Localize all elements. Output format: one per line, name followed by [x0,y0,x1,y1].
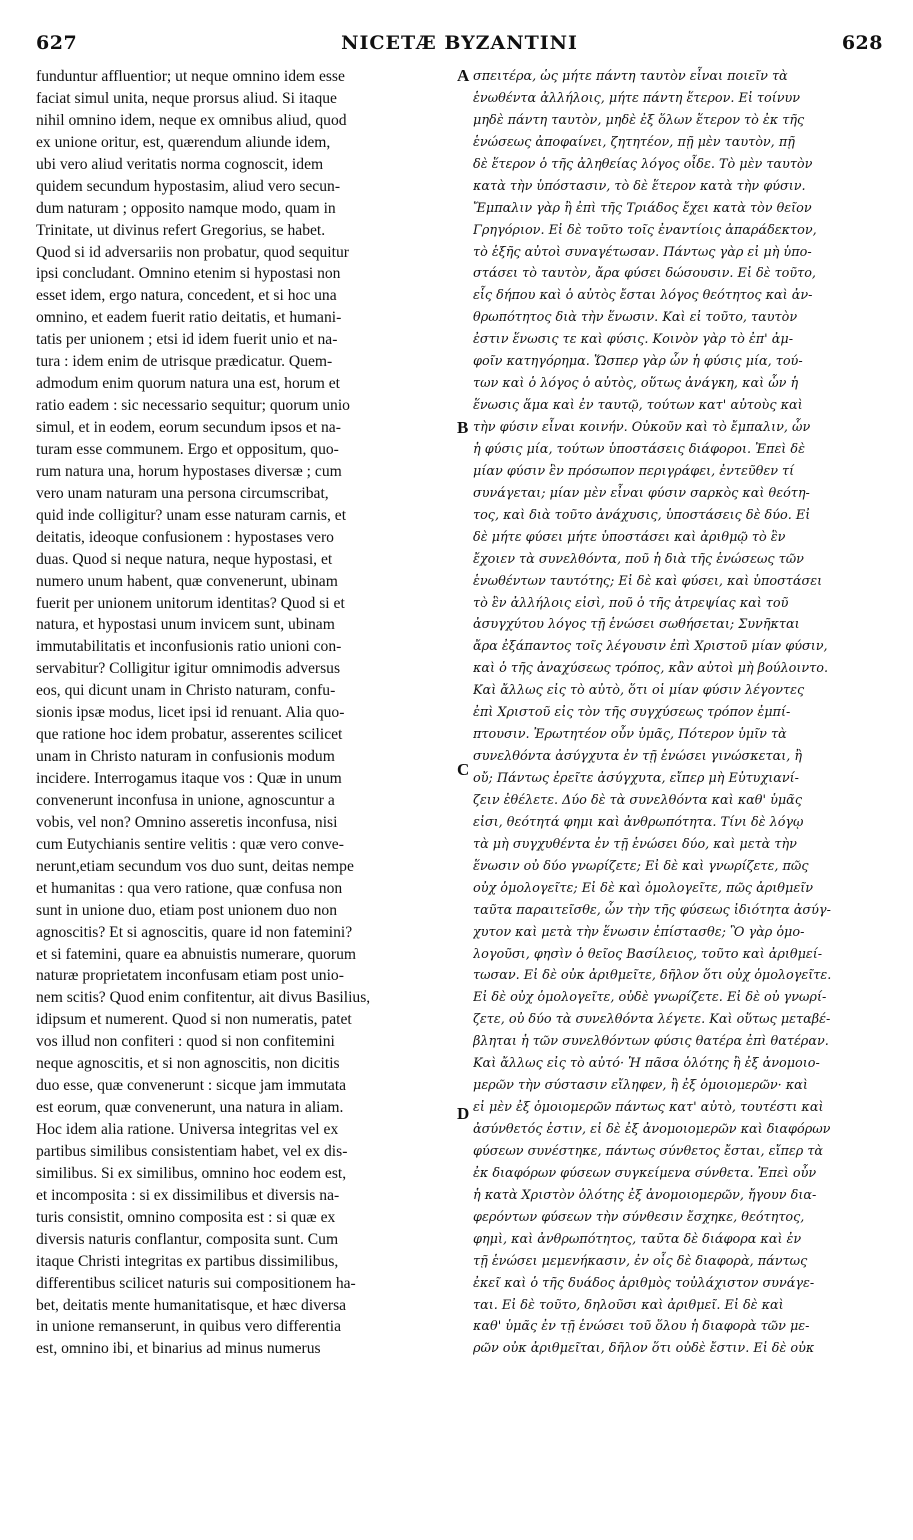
greek-text-line: ἡ φύσις μία, τούτων ὑποστάσεις διάφοροι. Ἐπεὶ δὲ [473,441,805,457]
latin-text-line: ubi vero aliud veritatis norma cognoscit, idem [36,155,324,173]
greek-text-line: βληται ἡ τῶν συνελθόντων φύσις θατέρα ἐπὶ θατέραν. [473,1034,829,1050]
latin-text-line: ex unione oritur, est, quærendum aliunde idem, [36,133,331,151]
greek-text-line: δὲ μήτε φύσει μήτε ὑποστάσει καὶ ἀριθμῷ τὸ ἓν [473,529,786,545]
latin-text-line: vero unam naturam una persona circumscribat, [36,484,329,502]
greek-text-line: φύσεων συνέστηκε, πάντως σύνθετος ἔσται, εἴπερ τὰ [473,1143,824,1159]
greek-text-line: κατὰ τὴν ὑπόστασιν, τὸ δὲ ἕτερον κατὰ τὴν φύσιν. [473,178,806,194]
greek-text-line: Εἰ δὲ οὐχ ὁμολογεῖτε, οὐδὲ γνωρίζετε. Εἰ δὲ οὐ γνωρί- [473,990,827,1006]
latin-text-line: ipsi concludant. Omnino etenim si hypostasi non [36,265,341,283]
latin-text-line: esset idem, ergo natura, concedent, et si hoc una [36,287,337,305]
greek-text-line: Καὶ ἄλλως εἰς τὸ αὐτό· Ἡ πᾶσα ὁλότης ἢ ἐξ ἀνομοιο- [473,1056,820,1072]
latin-text-line: et humanitas : qua vero ratione, quæ confusa non [36,879,343,897]
greek-text-line: χυτον καὶ μετὰ τὴν ἕνωσιν ἐπίστασθε; Ὃ γὰρ ὁμο- [473,924,805,940]
latin-text-line: sunt in unione duo, etiam post unionem duo non [36,901,338,919]
latin-text-line: sionis ipsæ modus, licet ipsi id renuant. Alia quo- [36,704,345,722]
greek-text-line: ζειν ἐθέλετε. Δύο δὲ τὰ συνελθόντα καὶ καθ' ὑμᾶς [473,792,802,808]
greek-text-line: μερῶν τὴν σύστασιν εἴληφεν, ἢ ἐξ ὁμοιομερῶν· καὶ [473,1078,808,1094]
page-header [36,32,883,58]
latin-text-line: neque agnoscitis, et si non agnoscitis, non dicitis [36,1055,340,1073]
latin-text-line: diversis naturis conflantur, composita sunt. Cum [36,1230,339,1248]
latin-text-line: partibus similibus consistentiam habet, vel ex dis- [36,1142,348,1160]
latin-text-line: funduntur affluentior; ut neque omnino idem esse [36,68,345,85]
greek-text-line: ἑνώσεως ἀποφαίνει, ζητητέον, πῇ μὲν ταυτὸν, πῇ [473,134,795,150]
latin-text-line: et incomposita : si ex dissimilibus et diversis na- [36,1186,340,1204]
greek-text-line: στάσει τὸ ταυτὸν, ἄρα φύσει δώσουσιν. Εἰ δὲ τοῦτο, [473,266,817,282]
greek-text-line: τὴν φύσιν εἶναι κοινήν. Οὐκοῦν καὶ τὸ ἔμπαλιν, ὧν [473,420,811,435]
greek-text-line: καὶ ὁ τῆς ἀναχύσεως τρόπος, κἂν αὐτοὶ μὴ βούλοιντο. [473,661,829,677]
greek-text-line: Γρηγόριον. Εἰ δὲ τοῦτο τοῖς ἐναντίοις ἀπαράδεκτον, [473,222,817,238]
greek-text-line: φοῖν κατηγόρημα. Ὥσπερ γὰρ ὧν ἡ φύσις μία, τού- [473,354,803,370]
greek-text-line: πτουσιν. Ἐρωτητέον οὖν ὑμᾶς, Πότερον ὑμῖν τὰ [473,727,787,743]
latin-text-line: tatis per unionem ; etsi id idem fuerit unio et na- [36,331,338,349]
latin-text-line: rum natura una, horum hypostases diversæ ; cum [36,462,342,480]
latin-text-line: nihil omnino idem, neque ex omnibus aliud, quod [36,111,347,129]
latin-text-line: in unione remanserunt, in quibus vero differentia [36,1318,342,1336]
greek-text-line: φημὶ, καὶ ἀνθρωπότητος, ταῦτα δὲ διάφορα καὶ ἐν [473,1231,802,1247]
greek-text-line: ζετε, οὐ δύο τὰ συνελθόντα λέγετε. Καὶ οὕτως μεταβέ- [473,1012,831,1028]
greek-text-line: μηδὲ πάντη ταυτὸν, μηδὲ ἐξ ὅλων ἕτερον τὸ ἐκ τῆς [473,112,805,128]
section-marker-a: A [457,66,470,85]
greek-text-line: τὰ μὴ συγχυθέντα ἐν τῇ ἑνώσει δύο, καὶ μετὰ τὴν [473,836,797,852]
greek-text-line: συνάγεται; μίαν μὲν εἶναι φύσιν σαρκὸς καὶ θεότη- [473,485,810,501]
latin-text-line: Trinitate, ut divinus refert Gregorius, se habet. [36,221,326,239]
latin-text-line: duas. Quod si neque natura, neque hypostasi, et [36,550,333,568]
greek-text-line: οὐχ ὁμολογεῖτε; Εἰ δὲ καὶ ὁμολογεῖτε, πῶς ἀριθμεῖν [473,880,813,896]
section-marker-d: D [457,1104,470,1123]
greek-text-line: ἄρα ἐξάπαντος τοῖς λέγουσιν ἐπὶ Χριστοῦ μίαν φύσιν, [473,639,828,655]
latin-text-line: deitatis, ideoque confusionem : hypostases vero [36,528,334,546]
right-page-number: 628 [841,32,883,54]
greek-text-line: σπειτέρα, ὡς μήτε πάντη ταυτὸν εἶναι ποιεῖν τὰ [473,69,788,84]
greek-text-line: τὸ ἓν ἀλλήλοις εἰσὶ, ποῦ ὁ τῆς ἀτρεψίας καὶ τοῦ [473,595,789,611]
latin-text-line: dum naturam ; opposito namque modo, quam in [36,199,336,217]
greek-text-line: ρῶν οὐκ ἀριθμεῖται, δῆλον ὅτι οὐδὲ ἔστιν. Εἰ δὲ οὐκ [473,1341,815,1357]
latin-text-line: natura, et hypostasi unum invicem sunt, ubinam [36,616,335,634]
latin-text-line: vobis, vel non? Omnino asseretis inconfusa, nisi [36,813,338,831]
greek-text-line: δὲ ἕτερον ὁ τῆς ἀληθείας λόγος οἶδε. Τὸ μὲν ταυτὸν [473,156,813,172]
latin-text-line: ratio eadem : sic necessario sequitur; quorum unio [36,397,350,415]
greek-text-line: θρωπότητος διὰ τὴν ἕνωσιν. Καὶ εἰ τοῦτο, ταυτὸν [473,310,798,326]
section-marker-c: C [457,760,470,779]
greek-text-line: ἕνωσις ἅμα καὶ ἐν ταυτῷ, τούτων κατ' αὐτοὺς καὶ [473,398,803,414]
greek-text-line: ἕνωσιν οὐ δύο γνωρίζετε; Εἰ δὲ καὶ γνωρίζετε, πῶς [473,858,809,874]
latin-text-line: omnino, et eadem fuerit ratio deitatis, et humani- [36,309,342,327]
greek-text-line: μίαν φύσιν ἓν πρόσωπον περιγράφει, ἐντεῦθεν τί [473,463,795,479]
latin-text-line: differentibus scilicet naturis sui compositionem ha- [36,1274,356,1292]
greek-text-line: οὔ; Πάντως ἐρεῖτε ἀσύγχυτα, εἴπερ μὴ Εὐτυχιανί- [473,771,799,786]
latin-text-line: unam in Christo naturam in confusionis modum [36,748,335,766]
latin-text-line: nerunt,etiam secundum vos duo sunt, deitas nempe [36,857,354,875]
latin-text-line: vos illud non confiteri : quod si non confitemini [36,1033,335,1051]
greek-text-line: ἡ κατὰ Χριστὸν ὁλότης ἐξ ἀνομοιομερῶν, ἤγουν δια- [473,1187,817,1203]
latin-text-line: simul, et in eodem, eorum secundum ipsos et na- [36,419,341,436]
latin-text-line: turis consistit, omnino composita est : si quæ ex [36,1208,336,1226]
greek-text-line: τωσαν. Εἰ δὲ οὐκ ἀριθμεῖτε, δῆλον ὅτι οὐχ ὁμολογεῖτε. [473,968,832,984]
greek-text-line: εἷς δήπου καὶ ὁ αὐτὸς ἔσται λόγος θεότητος καὶ ἀν- [473,288,813,304]
greek-text-line: ἔχοιεν τὰ συνελθόντα, ποῦ ἡ διὰ τῆς ἑνώσεως τῶν [473,551,804,567]
greek-text-line: ἐστιν ἕνωσις τε καὶ φύσις. Κοινὸν γὰρ τὸ ἐπ' ἀμ- [473,332,794,348]
latin-text-line: similibus. Si ex similibus, omnino hoc eodem est, [36,1164,347,1182]
latin-text-line: naturæ proprietatem inconfusam etiam post unio- [36,967,344,985]
greek-text-line: ἐκ διαφόρων φύσεων συγκείμενα σύνθετα. Ἐπεὶ οὖν [473,1165,817,1181]
latin-text-line: tura : idem enim de utrisque prædicatur. Quem- [36,353,333,371]
greek-text-line: τὸ ἑξῆς αὐτοὶ συναγέτωσαν. Πάντως γὰρ εἰ μὴ ὑπο- [473,244,812,260]
latin-text-line: quidem secundum hypostasim, aliud vero secun- [36,177,341,195]
latin-text-line: eos, qui dicunt unam in Christo naturam, confu- [36,682,336,700]
greek-text-line: των καὶ ὁ λόγος ὁ αὐτὸς, οὕτως ἀνάγκη, καὶ ὧν ἡ [473,376,799,392]
greek-text-line: Καὶ ἄλλως εἰς τὸ αὐτὸ, ὅτι οἱ μίαν φύσιν λέγοντες [473,683,805,699]
latin-text-line: est eorum, quæ convenerunt, una natura in aliam. [36,1099,344,1117]
latin-text-line: faciat simul unita, neque prorsus aliud. Si itaque [36,89,337,107]
running-title: NICETÆ BYZANTINI [341,32,578,54]
latin-text-line: cum Eutychianis sentire velitis : quæ vero conve- [36,835,344,853]
latin-text-line: quid inde colligitur? unam esse naturam carnis, et [36,506,347,524]
greek-text-line: ἐκεῖ καὶ ὁ τῆς δυάδος ἀριθμὸς τοὐλάχιστον συνάγε- [473,1275,815,1291]
latin-column [36,66,456,1516]
greek-text-line: ται. Εἰ δὲ τοῦτο, δηλοῦσι καὶ ἀριθμεῖ. Εἰ δὲ καὶ [473,1297,784,1313]
greek-text-line: συνελθόντα ἀσύγχυτα ἐν τῇ ἑνώσει γινώσκεται, ἢ [473,749,803,765]
greek-text-line: καθ' ὑμᾶς ἐν τῇ ἑνώσει τοῦ ὅλου ἡ διαφορὰ τῶν με- [473,1319,810,1335]
greek-text-line: ἑνωθέντων ταυτότης; Εἰ δὲ καὶ φύσει, καὶ ὑποστάσει [473,573,823,589]
latin-text-line: que ratione hoc idem probatur, asserentes scilicet [36,726,343,744]
greek-text-line: τος, καὶ διὰ τοῦτο ἀνάχυσις, ὑποστάσεις δὲ δύο. Εἰ [473,507,811,523]
greek-text-line: εἰ μὲν ἐξ ὁμοιομερῶν πάντως κατ' αὐτὸ, τουτέστι καὶ [473,1100,824,1116]
latin-text-line: nem scitis? Quod enim confitentur, ait divus Basilius, [36,989,371,1007]
latin-text-line: et si fatemini, quare ea abnuistis numerare, quorum [36,945,356,963]
latin-text-line: fuerit per unionem unitorum identitas? Quod si et [36,594,345,612]
latin-text-line: est, omnino ibi, et binarius ad minus numerus [36,1340,321,1358]
latin-text-line: convenerunt inconfusa in unione, agnoscuntur a [36,791,335,809]
latin-text-line: duo esse, quæ convenerunt : sicque jam immutata [36,1077,347,1095]
greek-text-line: εἰσι, θεότητά φημι καὶ ἀνθρωπότητα. Τίνι δὲ λόγῳ [473,814,804,830]
latin-text-line: bet, deitatis mente humanitatisque, et hæc diversa [36,1296,347,1314]
greek-text-line: ταῦτα παραιτεῖσθε, ὧν τὴν τῆς φύσεως ἰδιότητα ἀσύγ- [473,902,831,918]
section-marker-b: B [457,418,469,437]
greek-text-line: ἀσυγχύτου λόγος τῇ ἑνώσει σωθήσεται; Συνῆκται [473,617,800,633]
greek-text-line: ἐπὶ Χριστοῦ εἰς τὸν τῆς συγχύσεως τρόπον ἐμπί- [473,705,791,721]
latin-text-line: Quod si id adversariis non probatur, quod sequitur [36,243,349,261]
latin-text-line: servabitur? Colligitur igitur omnimodis adversus [36,660,341,678]
left-page-number: 627 [36,32,78,54]
greek-text-line: Ἔμπαλιν γὰρ ἢ ἐπὶ τῆς Τριάδος ἔχει κατὰ τὸν θεῖον [473,200,812,216]
greek-text-line: φερόντων φύσεων τὴν σύνθεσιν ἔσχηκε, θεότητος, [473,1209,805,1225]
latin-text-line: turam esse communem. Ergo et oppositum, quo- [36,440,339,458]
latin-text-line: admodum enim quorum natura una est, horum et [36,375,341,393]
latin-text-line: itaque Christi integritas ex partibus dissimilibus, [36,1252,339,1270]
latin-text-line: Hoc idem alia ratione. Universa integritas vel ex [36,1121,339,1138]
latin-text-line: incidere. Interrogamus itaque vos : Quæ in unum [36,770,342,787]
latin-text-line: agnoscitis? Et si agnoscitis, quare id non fatemini? [36,923,353,941]
greek-text-line: λογοῦσι, φησὶν ὁ θεῖος Βασίλειος, τοῦτο καὶ ἀριθμεί- [473,946,823,962]
greek-text-line: τῇ ἑνώσει μεμενήκασιν, ἐν οἷς δὲ διαφορὰ, πάντως [473,1253,808,1269]
latin-text-line: immutabilitatis et inconfusionis ratio unioni con- [36,638,342,656]
latin-text-line: numero unum habent, quæ convenerunt, ubinam [36,572,338,590]
greek-text-line: ἀσύνθετός ἐστιν, εἰ δὲ ἐξ ἀνομοιομερῶν καὶ διαφόρων [473,1122,831,1137]
greek-text-line: ἑνωθέντα ἀλλήλοις, μήτε πάντη ἕτερον. Εἰ τοίνυν [473,90,801,106]
greek-column [473,66,889,1516]
latin-text-line: idipsum et numerent. Quod si non numeratis, patet [36,1011,352,1029]
